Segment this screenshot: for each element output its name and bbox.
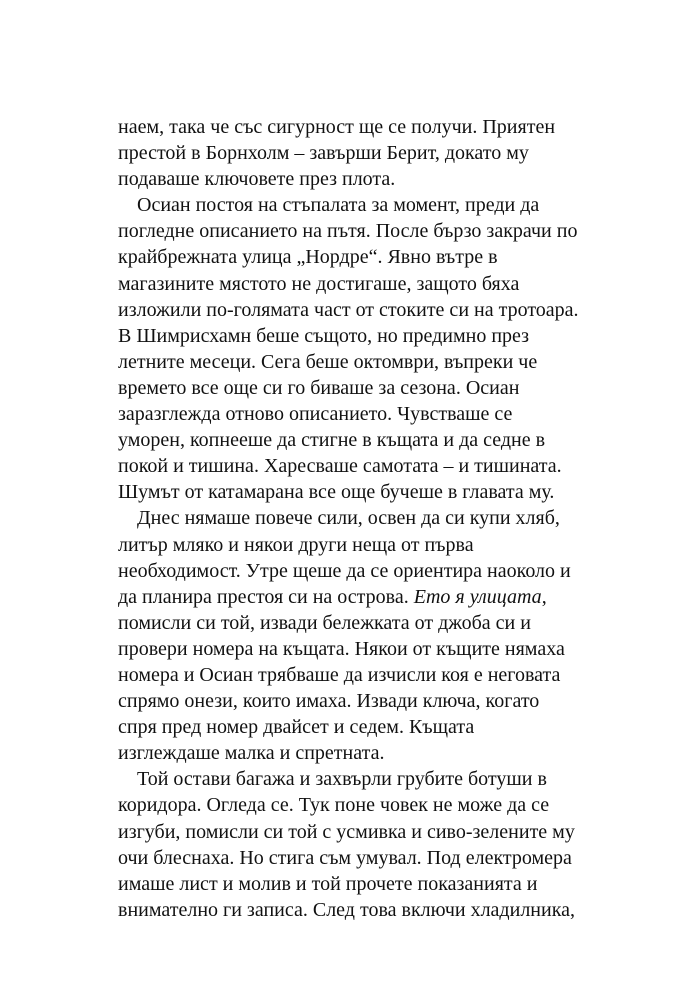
- text-line: изглеждаше малка и спретната.: [118, 742, 385, 765]
- text-line: уморен, копнееше да стигне в къщата и да седне в: [118, 429, 546, 452]
- text-line: подаваше ключовете през плота.: [118, 168, 396, 191]
- text-line: очи блеснаха. Но стига съм умувал. Под електромера: [118, 846, 572, 869]
- text-line: имаше лист и молив и той прочете показанията и: [118, 872, 538, 895]
- body-text: [118, 114, 598, 923]
- text-line: номера и Осиан трябваше да изчисли коя е неговата: [118, 663, 561, 686]
- text-line: провери номера на къщата. Някои от къщите нямаха: [118, 637, 565, 660]
- text-line: В Шимрисхамн беше същото, но предимно през: [118, 324, 530, 347]
- text-segment: ,: [541, 585, 547, 608]
- paragraph-start-line: Той остави багажа и захвърли грубите ботуши в: [137, 768, 547, 791]
- text-line: помисли си той, извади бележката от джоба си и: [118, 611, 531, 634]
- text-line: времето все още си го биваше за сезона. Осиан: [118, 376, 520, 399]
- text-line: внимателно ги записа. След това включи хладилника,: [118, 898, 575, 921]
- text-line: коридора. Огледа се. Тук поне човек не може да се: [118, 794, 550, 817]
- text-line: покой и тишина. Харесваше самотата – и тишината.: [118, 455, 562, 478]
- text-line: литър мляко и някои други неща от първа: [118, 533, 474, 556]
- text-line: изложили по-голямата част от стоките си на тротоара.: [118, 298, 579, 321]
- text-line: необходимост. Утре щеше да се ориентира наоколо и: [118, 559, 571, 582]
- text-line: погледне описанието на пътя. После бързо закрачи по: [118, 220, 578, 243]
- text-line: спрямо онези, които имаха. Извади ключа, когато: [118, 690, 540, 713]
- text-segment: да планира престоя си на острова.: [118, 585, 409, 608]
- text-line: Шумът от катамарана все още бучеше в главата му.: [118, 481, 555, 504]
- text-line: магазините мястото не достигаше, защото бяха: [118, 272, 520, 295]
- text-line: спря пред номер двайсет и седем. Къщата: [118, 716, 475, 739]
- text-line: летните месеци. Сега беше октомври, въпреки че: [118, 350, 538, 373]
- paragraph-start-line: Днес нямаше повече сили, освен да си купи хляб,: [137, 507, 560, 530]
- text-line: изгуби, помисли си той с усмивка и сиво-зелените му: [118, 820, 575, 843]
- text-line: заразглежда отново описанието. Чувстваше се: [118, 403, 513, 426]
- text-line: наем, така че със сигурност ще се получи. Приятен: [118, 116, 556, 138]
- paragraph-start-line: Осиан постоя на стъпалата за момент, преди да: [137, 194, 540, 217]
- text-line: [118, 584, 598, 610]
- text-line: крайбрежната улица „Нордре“. Явно вътре в: [118, 246, 498, 269]
- text-line: престой в Борнхолм – завърши Берит, докато му: [118, 142, 529, 165]
- italic-phrase: Ето я улицата: [413, 585, 542, 608]
